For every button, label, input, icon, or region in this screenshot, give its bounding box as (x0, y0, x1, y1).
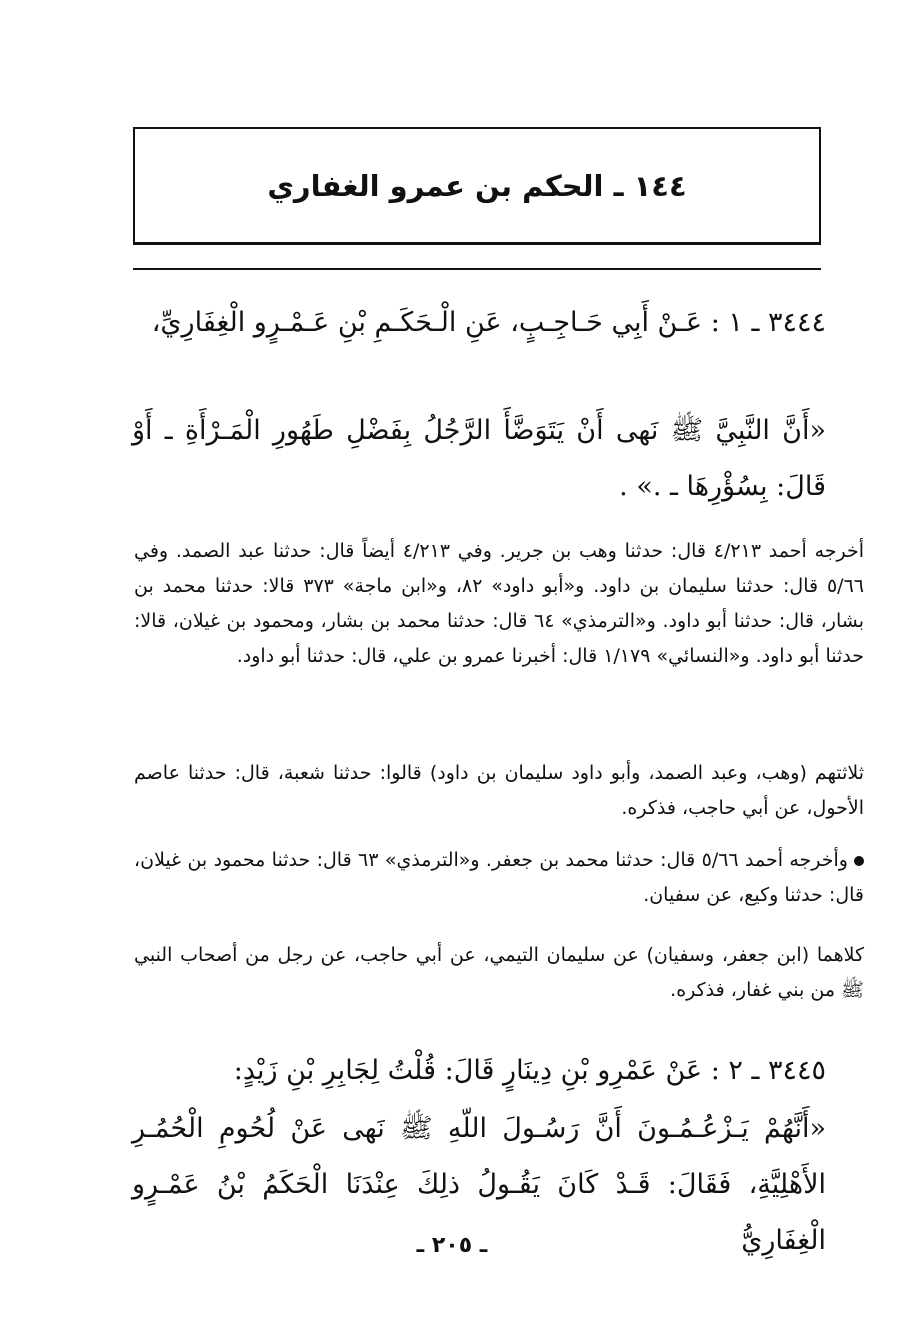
hadith-1-matn: «أَنَّ النَّبِيَّ ﷺ نَهى أَنْ يَتَوَضَّأَ الرَّجُلُ بِفَضْلِ طَهُورِ الْمَـرْأَةِ ـ أَوْ قَالَ: بِسُؤْرِهَا ـ .» . (132, 415, 826, 502)
hadith-1-isnad: ٣٤٤٤ ـ ١ : عَـنْ أَبِي حَـاجِـبٍ، عَنِ الْـحَكَـمِ بْنِ عَـمْـرٍو الْغِفَارِيِّ، (151, 307, 826, 338)
page-number: ـ ٢٠٥ ـ (416, 1233, 488, 1258)
takhrij-paragraph-3 (134, 843, 864, 913)
title-divider (133, 268, 821, 270)
takhrij-paragraph-3-text: وأخرجه أحمد ٥/٦٦ قال: حدثنا محمد بن جعفر. و«الترمذي» ٦٣ قال: حدثنا محمود بن غيلان، قال: حدثنا وكيع، عن سفيان. (134, 849, 864, 906)
hadith-2-isnad: ٣٤٤٥ ـ ٢ : عَنْ عَمْرِو بْنِ دِينَارٍ قَالَ: قُلْتُ لِجَابِرِ بْنِ زَيْدٍ: (233, 1055, 826, 1086)
bullet-icon (854, 856, 864, 866)
section-title-box (133, 127, 821, 245)
takhrij-paragraph-1: أخرجه أحمد ٤/٢١٣ قال: حدثنا وهب بن جرير. وفي ٤/٢١٣ أيضاً قال: حدثنا عبد الصمد. وفي ٥/٦٦ قال: حدثنا سليمان بن داود. و«أبو داود» ٨٢، و«ابن ماجة» ٣٧٣ قالا: حدثنا محمد بن بشار، قال: حدثنا أبو داود. و«الترمذي» ٦٤ قال: حدثنا محمد بن بشار، ومحمود بن غيلان، قالا: حدثنا أبو داود. و«النسائي» ١/١٧٩ قال: أخبرنا عمرو بن علي، قال: حدثنا أبو داود. (134, 540, 865, 667)
takhrij-paragraph-2: ثلاثتهم (وهب، وعبد الصمد، وأبو داود سليمان بن داود) قالوا: حدثنا شعبة، قال: حدثنا عاصم الأحول، عن أبي حاجب، فذكره. (134, 762, 864, 819)
takhrij-paragraph-4: كلاهما (ابن جعفر، وسفيان) عن سليمان التيمي، عن أبي حاجب، عن رجل من أصحاب النبي ﷺ من بني غفار، فذكره. (134, 944, 864, 1001)
hadith-2-matn: «أَنَّهُمْ يَـزْعُـمُـونَ أَنَّ رَسُـولَ اللّهِ ﷺ نَهى عَنْ لُحُومِ الْحُمُـرِ الأَهْلِيَّةِ، فَقَالَ: قَـدْ كَانَ يَقُـولُ ذلِكَ عِنْدَنَا الْحَكَمُ بْنُ عَمْـرٍو الْغِفَارِيُّ (132, 1113, 826, 1256)
section-title: ١٤٤ ـ الحكم بن عمرو الغفاري (267, 168, 687, 203)
